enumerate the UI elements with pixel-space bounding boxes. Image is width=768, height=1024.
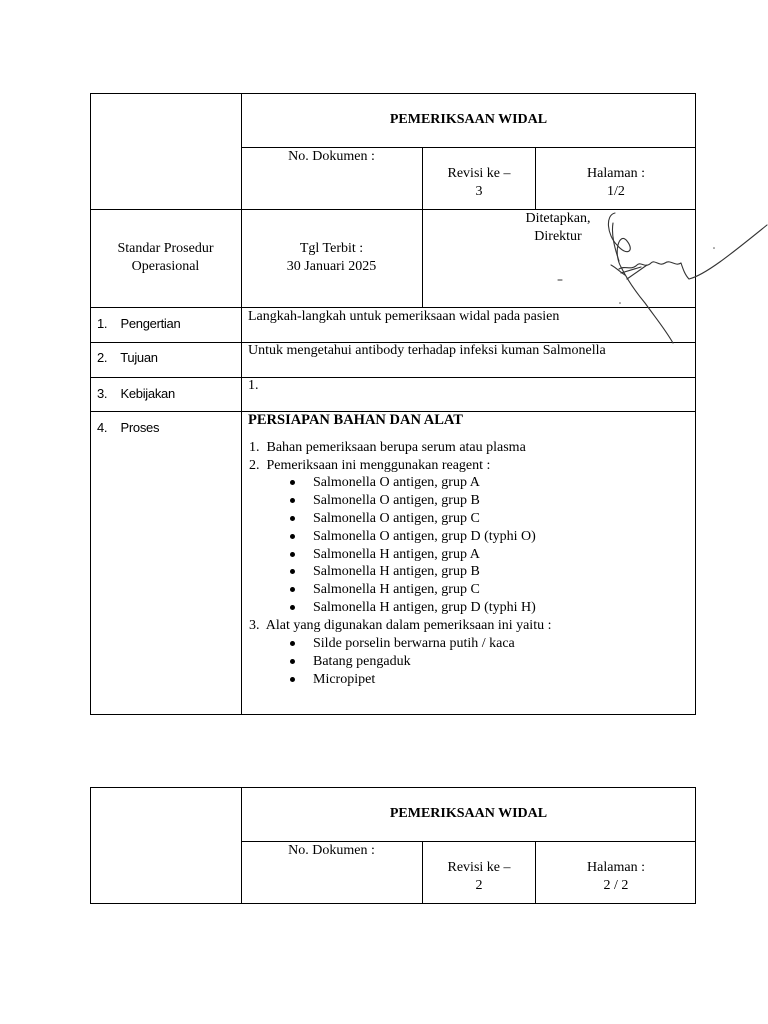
revision-value: 3 <box>475 184 483 199</box>
reagent-item: Salmonella O antigen, grup B <box>313 493 480 508</box>
list-bullet <box>290 677 295 682</box>
reagent-item: Salmonella H antigen, grup B <box>313 564 480 579</box>
sop-label-line-2: Operasional <box>131 259 200 274</box>
tool-item: Silde porselin berwarna putih / kaca <box>313 636 515 651</box>
reagent-item: Salmonella O antigen, grup C <box>313 511 480 526</box>
issue-date-value: 30 Januari 2025 <box>286 259 377 274</box>
revision-value-page-2: 2 <box>475 878 483 893</box>
document-title: PEMERIKSAAN WIDAL <box>389 112 548 127</box>
row-content-kebijakan: 1. <box>248 378 259 393</box>
list-bullet <box>290 498 295 503</box>
issue-date-label: Tgl Terbit : <box>299 241 364 256</box>
row-content-pengertian: Langkah-langkah untuk pemeriksaan widal pada pasien <box>248 309 560 324</box>
sop-label-line-1: Standar Prosedur <box>117 241 214 256</box>
row-label-tujuan: 2. Tujuan <box>97 350 158 365</box>
tool-item: Micropipet <box>313 672 376 687</box>
process-item-2: 2. Pemeriksaan ini menggunakan reagent : <box>249 458 491 473</box>
approval-role: Direktur <box>534 229 582 244</box>
reagent-item: Salmonella H antigen, grup A <box>313 547 480 562</box>
list-bullet <box>290 534 295 539</box>
row-content-tujuan: Untuk mengetahui antibody terhadap infeksi kuman Salmonella <box>248 343 606 358</box>
process-heading: PERSIAPAN BAHAN DAN ALAT <box>248 412 463 428</box>
reagent-item: Salmonella O antigen, grup A <box>313 475 480 490</box>
list-bullet <box>290 480 295 485</box>
revision-label: Revisi ke – <box>447 166 511 181</box>
revision-label-page-2: Revisi ke – <box>447 860 511 875</box>
row-label-kebijakan: 3. Kebijakan <box>97 386 175 401</box>
tool-item: Batang pengaduk <box>313 654 411 669</box>
page-label-page-2: Halaman : <box>587 860 645 875</box>
document-number-label: No. Dokumen : <box>288 149 375 164</box>
signature-image <box>555 205 768 350</box>
approval-label: Ditetapkan, <box>525 211 591 226</box>
row-label-proses: 4. Proses <box>97 420 160 435</box>
reagent-item: Salmonella O antigen, grup D (typhi O) <box>313 529 536 544</box>
document-title-page-2: PEMERIKSAAN WIDAL <box>389 806 548 821</box>
page-value: 1/2 <box>607 184 625 199</box>
process-item-3: 3. Alat yang digunakan dalam pemeriksaan ini yaitu : <box>249 618 552 633</box>
document-number-label-page-2: No. Dokumen : <box>288 843 375 858</box>
list-bullet <box>290 641 295 646</box>
page-value-page-2: 2 / 2 <box>603 878 629 893</box>
list-bullet <box>290 587 295 592</box>
list-bullet <box>290 516 295 521</box>
row-label-pengertian: 1. Pengertian <box>97 316 181 331</box>
list-bullet <box>290 552 295 557</box>
list-bullet <box>290 605 295 610</box>
reagent-item: Salmonella H antigen, grup C <box>313 582 480 597</box>
process-item-1: 1. Bahan pemeriksaan berupa serum atau plasma <box>249 440 526 455</box>
list-bullet <box>290 659 295 664</box>
page-label: Halaman : <box>587 166 645 181</box>
list-bullet <box>290 569 295 574</box>
reagent-item: Salmonella H antigen, grup D (typhi H) <box>313 600 536 615</box>
